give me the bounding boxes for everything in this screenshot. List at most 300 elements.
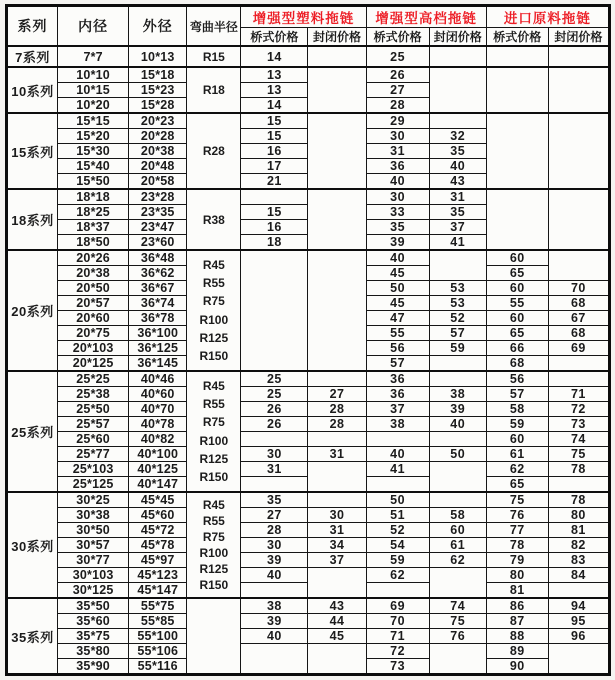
price-cell: 31 [366,144,429,159]
price-cell: 39 [429,402,486,417]
price-cell: 47 [366,311,429,326]
empty-price-cell [241,583,308,599]
inner-diameter-cell: 20*50 [58,281,129,296]
price-cell: 27 [241,508,308,523]
inner-diameter-cell: 25*103 [58,462,129,477]
price-cell: 87 [486,614,548,629]
price-cell: 50 [366,281,429,296]
price-cell: 52 [366,523,429,538]
inner-diameter-cell: 20*75 [58,326,129,341]
outer-diameter-cell: 36*100 [129,326,187,341]
inner-diameter-cell: 20*103 [58,341,129,356]
price-cell: 68 [486,356,548,372]
price-cell: 69 [366,598,429,614]
series-label: 7系列 [7,46,58,67]
inner-diameter-cell: 20*57 [58,296,129,311]
empty-price-cell [308,113,366,189]
inner-diameter-cell: 25*125 [58,477,129,493]
header-bend-radius: 弯曲半径 [187,6,241,47]
inner-diameter-cell: 35*80 [58,644,129,659]
bend-radius-cell [187,189,241,250]
price-cell: 31 [308,447,366,462]
price-cell: 94 [548,598,609,614]
price-cell: 70 [366,614,429,629]
price-cell: 71 [548,387,609,402]
price-table [5,4,611,676]
price-cell: 82 [548,538,609,553]
price-cell: 81 [486,583,548,599]
price-cell: 75 [486,492,548,508]
outer-diameter-cell: 15*28 [129,98,187,114]
header-group-reinforced-plastic-chain: 增强型塑料拖链 [241,6,366,28]
price-cell: 38 [429,387,486,402]
inner-diameter-cell: 35*90 [58,659,129,675]
outer-diameter-cell: 45*147 [129,583,187,599]
price-cell: 52 [429,311,486,326]
bend-radius-cell [187,113,241,189]
empty-price-cell [548,250,609,281]
empty-price-cell [308,432,366,447]
bend-radius-cell [187,250,241,371]
outer-diameter-cell: 40*147 [129,477,187,493]
price-cell: 37 [366,402,429,417]
inner-diameter-cell: 25*38 [58,387,129,402]
outer-diameter-cell: 36*74 [129,296,187,311]
bend-radius-cell [187,598,241,675]
bend-radius-value: R100 [199,546,229,560]
price-cell: 39 [366,235,429,251]
outer-diameter-cell: 40*46 [129,371,187,387]
bend-radius-cell [187,371,241,492]
inner-diameter-cell: 30*38 [58,508,129,523]
price-cell: 76 [486,508,548,523]
bend-radius-value: R100 [199,433,229,448]
price-cell: 68 [548,326,609,341]
price-cell: 69 [548,341,609,356]
price-cell: 73 [366,659,429,675]
outer-diameter-cell: 15*23 [129,83,187,98]
price-cell: 26 [241,402,308,417]
price-cell: 75 [548,447,609,462]
price-cell: 15 [241,113,308,129]
bend-radius-values [187,256,240,366]
price-cell: 84 [548,568,609,583]
price-cell: 30 [241,447,308,462]
header-closed-price-premium: 封闭价格 [429,28,486,47]
price-cell: 45 [308,629,366,644]
price-cell: 86 [486,598,548,614]
price-cell: 53 [429,281,486,296]
price-cell: 38 [241,598,308,614]
price-cell: 88 [486,629,548,644]
inner-diameter-cell: 15*15 [58,113,129,129]
price-cell: 56 [486,371,548,387]
bend-radius-values [187,193,240,247]
bend-radius-values [187,117,240,185]
empty-price-cell [429,67,486,113]
price-cell: 81 [548,523,609,538]
price-cell: 39 [241,614,308,629]
outer-diameter-cell: 23*28 [129,189,187,205]
price-cell: 57 [486,387,548,402]
empty-price-cell [548,356,609,372]
bend-radius-value: R150 [199,349,229,364]
price-cell: 89 [486,644,548,659]
empty-price-cell [429,568,486,599]
inner-diameter-cell: 25*50 [58,402,129,417]
price-cell: 60 [486,311,548,326]
outer-diameter-cell: 20*23 [129,113,187,129]
bend-radius-cell [187,492,241,598]
outer-diameter-cell: 40*100 [129,447,187,462]
empty-price-cell [308,46,366,67]
price-cell: 25 [241,371,308,387]
price-cell: 62 [366,568,429,583]
price-cell: 40 [429,159,486,174]
price-cell: 50 [429,447,486,462]
inner-diameter-cell: 15*20 [58,129,129,144]
inner-diameter-cell: 30*57 [58,538,129,553]
header-group-imported-material-chain: 进口原料拖链 [486,6,609,28]
outer-diameter-cell: 40*125 [129,462,187,477]
inner-diameter-cell: 15*30 [58,144,129,159]
price-cell: 27 [366,83,429,98]
empty-price-cell [429,371,486,387]
inner-diameter-cell: 25*25 [58,371,129,387]
bend-radius-value: R15 [202,49,225,64]
price-cell: 57 [366,356,429,372]
inner-diameter-cell: 18*37 [58,220,129,235]
header-series: 系列 [7,6,58,47]
price-cell: 31 [429,189,486,205]
price-cell: 45 [366,266,429,281]
price-cell: 18 [241,235,308,251]
price-cell: 16 [241,144,308,159]
price-cell: 58 [486,402,548,417]
price-cell: 80 [486,568,548,583]
price-cell: 55 [486,296,548,311]
price-cell: 25 [241,387,308,402]
price-cell: 65 [486,326,548,341]
price-cell: 13 [241,67,308,83]
bend-radius-value: R38 [202,212,225,227]
bend-radius-cell [187,46,241,67]
price-cell: 72 [366,644,429,659]
outer-diameter-cell: 20*38 [129,144,187,159]
bend-radius-value: R55 [202,275,225,290]
empty-price-cell [429,644,486,675]
empty-price-cell [366,432,429,447]
bend-radius-values [187,70,240,110]
price-cell: 65 [486,266,548,281]
price-cell: 41 [366,462,429,477]
empty-price-cell [429,492,486,508]
price-cell: 37 [429,220,486,235]
price-cell: 57 [429,326,486,341]
header-group-reinforced-premium-chain: 增强型高档拖链 [366,6,486,28]
header-bridge-price-imported: 桥式价格 [486,28,548,47]
price-cell: 60 [486,250,548,266]
price-cell: 60 [486,432,548,447]
price-cell: 43 [308,598,366,614]
price-cell: 51 [366,508,429,523]
header-outer-diameter: 外径 [129,6,187,47]
price-cell: 96 [548,629,609,644]
price-cell: 30 [366,129,429,144]
bend-radius-value: R75 [202,294,225,309]
bend-radius-value: R18 [202,83,225,97]
price-cell: 13 [241,83,308,98]
price-cell: 31 [308,523,366,538]
outer-diameter-cell: 45*72 [129,523,187,538]
outer-diameter-cell: 45*123 [129,568,187,583]
price-cell: 56 [366,341,429,356]
header-bridge-price-plastic: 桥式价格 [241,28,308,47]
inner-diameter-cell: 20*125 [58,356,129,372]
price-cell: 35 [366,220,429,235]
empty-price-cell [429,250,486,281]
empty-price-cell [548,46,609,67]
inner-diameter-cell: 18*18 [58,189,129,205]
price-cell: 35 [429,205,486,220]
price-cell: 28 [366,98,429,114]
inner-diameter-cell: 25*77 [58,447,129,462]
inner-diameter-cell: 20*60 [58,311,129,326]
empty-price-cell [308,189,366,250]
empty-price-cell [486,113,548,189]
price-cell: 36 [366,387,429,402]
empty-price-cell [308,67,366,113]
price-cell: 14 [241,98,308,114]
price-cell: 40 [366,174,429,190]
price-cell: 25 [366,46,429,67]
price-cell: 80 [548,508,609,523]
price-cell: 17 [241,159,308,174]
bend-radius-value: R45 [202,498,225,512]
price-cell: 61 [429,538,486,553]
inner-diameter-cell: 18*50 [58,235,129,251]
series-label: 18系列 [7,189,58,250]
outer-diameter-cell: 36*125 [129,341,187,356]
empty-price-cell [308,568,366,599]
price-cell: 36 [366,371,429,387]
price-cell: 36 [366,159,429,174]
empty-price-cell [429,356,486,372]
outer-diameter-cell: 23*47 [129,220,187,235]
price-cell: 41 [429,235,486,251]
price-cell: 79 [486,553,548,568]
empty-price-cell [548,583,609,599]
bend-radius-value: R75 [202,530,225,544]
price-cell: 65 [486,477,548,493]
outer-diameter-cell: 20*48 [129,159,187,174]
price-cell: 61 [486,447,548,462]
price-cell: 70 [548,281,609,296]
outer-diameter-cell: 10*13 [129,46,187,67]
price-cell: 76 [429,629,486,644]
price-cell: 62 [486,462,548,477]
inner-diameter-cell: 30*50 [58,523,129,538]
bend-radius-value: R45 [202,378,225,393]
price-cell: 59 [429,341,486,356]
outer-diameter-cell: 55*85 [129,614,187,629]
empty-price-cell [241,477,308,493]
series-label: 20系列 [7,250,58,371]
inner-diameter-cell: 35*50 [58,598,129,614]
price-cell: 29 [366,113,429,129]
outer-diameter-cell: 45*97 [129,553,187,568]
inner-diameter-cell: 15*50 [58,174,129,190]
empty-price-cell [429,113,486,129]
price-cell: 16 [241,220,308,235]
price-cell: 78 [486,538,548,553]
header-inner-diameter: 内径 [58,6,129,47]
price-cell: 90 [486,659,548,675]
header-bridge-price-premium: 桥式价格 [366,28,429,47]
price-cell: 28 [308,402,366,417]
inner-diameter-cell: 30*125 [58,583,129,599]
outer-diameter-cell: 36*62 [129,266,187,281]
price-cell: 32 [429,129,486,144]
empty-price-cell [241,250,308,371]
price-cell: 78 [548,492,609,508]
outer-diameter-cell: 40*82 [129,432,187,447]
outer-diameter-cell: 36*67 [129,281,187,296]
empty-price-cell [548,113,609,189]
outer-diameter-cell: 40*60 [129,387,187,402]
price-cell: 30 [366,189,429,205]
bend-radius-value: R100 [199,312,229,327]
series-label: 25系列 [7,371,58,492]
price-cell: 60 [486,281,548,296]
price-cell: 26 [366,67,429,83]
outer-diameter-cell: 45*60 [129,508,187,523]
empty-price-cell [548,371,609,387]
price-cell: 72 [548,402,609,417]
price-cell: 34 [308,538,366,553]
price-cell: 40 [429,417,486,432]
inner-diameter-cell: 35*60 [58,614,129,629]
outer-diameter-cell: 55*75 [129,598,187,614]
empty-price-cell [429,462,486,493]
price-cell: 30 [241,538,308,553]
price-cell: 35 [241,492,308,508]
price-cell: 71 [366,629,429,644]
empty-price-cell [366,583,429,599]
outer-diameter-cell: 55*116 [129,659,187,675]
price-cell: 31 [241,462,308,477]
empty-price-cell [241,189,308,205]
bend-radius-value: R125 [199,451,229,466]
series-label: 30系列 [7,492,58,598]
outer-diameter-cell: 55*106 [129,644,187,659]
price-cell: 38 [366,417,429,432]
inner-diameter-cell: 20*38 [58,266,129,281]
empty-price-cell [486,67,548,113]
bend-radius-cell [187,67,241,113]
price-cell: 39 [241,553,308,568]
empty-price-cell [308,492,366,508]
price-cell: 58 [429,508,486,523]
outer-diameter-cell: 36*48 [129,250,187,266]
outer-diameter-cell: 45*78 [129,538,187,553]
price-cell: 55 [366,326,429,341]
inner-diameter-cell: 30*25 [58,492,129,508]
bend-radius-value: R150 [199,470,229,485]
price-cell: 50 [366,492,429,508]
inner-diameter-cell: 30*103 [58,568,129,583]
empty-price-cell [548,67,609,113]
inner-diameter-cell: 25*60 [58,432,129,447]
price-cell: 33 [366,205,429,220]
outer-diameter-cell: 23*35 [129,205,187,220]
price-cell: 67 [548,311,609,326]
inner-diameter-cell: 20*26 [58,250,129,266]
price-cell: 66 [486,341,548,356]
inner-diameter-cell: 35*75 [58,629,129,644]
inner-diameter-cell: 10*10 [58,67,129,83]
inner-diameter-cell: 10*15 [58,83,129,98]
outer-diameter-cell: 45*45 [129,492,187,508]
bend-radius-values [187,497,240,593]
price-cell: 62 [429,553,486,568]
price-cell: 59 [366,553,429,568]
price-cell: 15 [241,205,308,220]
empty-price-cell [308,250,366,371]
empty-price-cell [548,477,609,493]
price-cell: 74 [429,598,486,614]
price-cell: 40 [366,250,429,266]
bend-radius-values [187,602,240,670]
inner-diameter-cell: 18*25 [58,205,129,220]
price-cell: 74 [548,432,609,447]
price-cell: 78 [548,462,609,477]
price-cell: 45 [366,296,429,311]
empty-price-cell [308,644,366,675]
price-cell: 77 [486,523,548,538]
price-cell: 37 [308,553,366,568]
inner-diameter-cell: 25*57 [58,417,129,432]
price-cell: 40 [241,568,308,583]
outer-diameter-cell: 36*78 [129,311,187,326]
empty-price-cell [486,46,548,67]
price-cell: 27 [308,387,366,402]
bend-radius-value: R125 [199,330,229,345]
outer-diameter-cell: 40*78 [129,417,187,432]
price-cell: 28 [241,523,308,538]
price-cell: 35 [429,144,486,159]
bend-radius-values [187,51,240,63]
outer-diameter-cell: 40*70 [129,402,187,417]
price-cell: 60 [429,523,486,538]
outer-diameter-cell: 20*28 [129,129,187,144]
price-cell: 53 [429,296,486,311]
bend-radius-values [187,377,240,487]
empty-price-cell [241,644,308,675]
header-closed-price-plastic: 封闭价格 [308,28,366,47]
inner-diameter-cell: 10*20 [58,98,129,114]
price-cell: 30 [308,508,366,523]
empty-price-cell [548,644,609,675]
price-cell: 26 [241,417,308,432]
outer-diameter-cell: 20*58 [129,174,187,190]
price-cell: 83 [548,553,609,568]
price-cell: 44 [308,614,366,629]
outer-diameter-cell: 23*60 [129,235,187,251]
inner-diameter-cell: 30*77 [58,553,129,568]
price-cell: 75 [429,614,486,629]
price-cell: 15 [241,129,308,144]
